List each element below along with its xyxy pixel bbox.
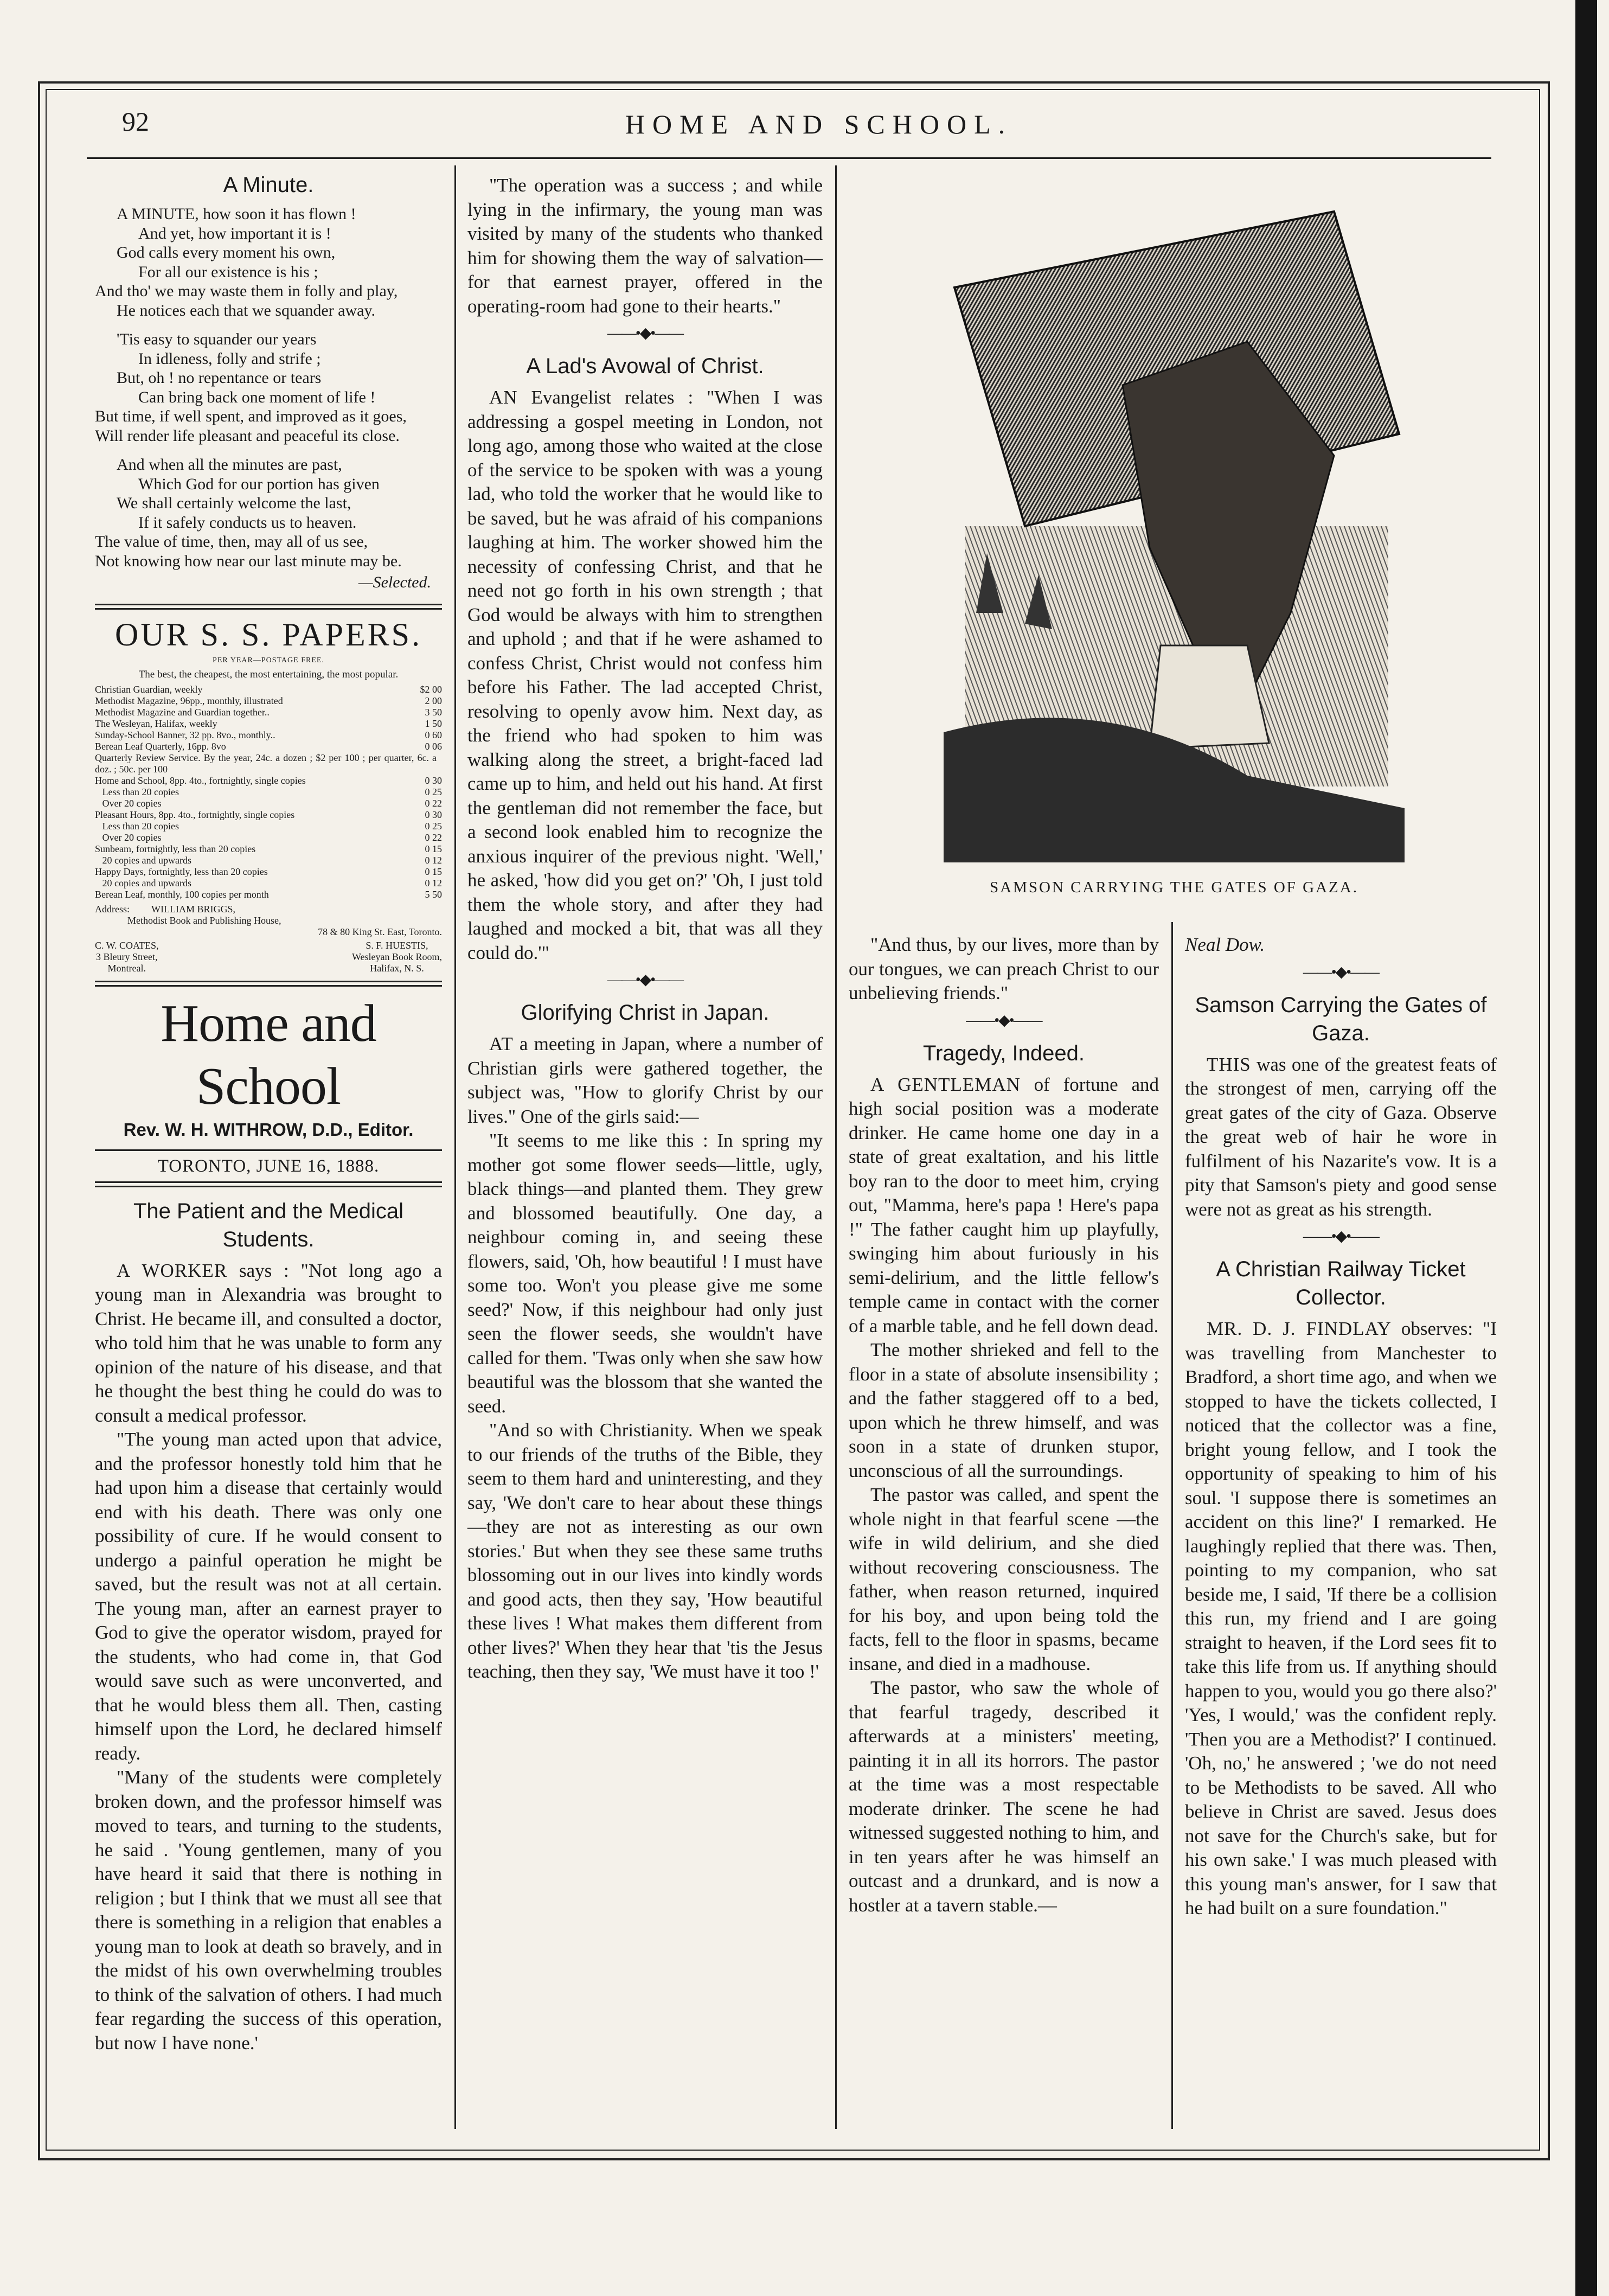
poem-line: 'Tis easy to squander our years: [117, 330, 317, 348]
price-row: [95, 752, 442, 775]
price-row: [95, 730, 442, 741]
price-row-price: 0 12: [425, 854, 442, 866]
poem-line: And yet, how important it is !: [138, 224, 331, 242]
column-rule-1: [454, 165, 456, 2129]
price-row-name: Berean Leaf, monthly, 100 copies per month: [95, 888, 269, 900]
agent-left-street: 3 Bleury Street,: [96, 951, 158, 962]
japan-paragraph-4: "And thus, by our lives, more than by our tongues, we can preach Christ to our unbelieving friends.": [849, 934, 1159, 1003]
tragedy-signature: Neal Dow.: [1185, 934, 1265, 955]
price-row: [95, 786, 442, 798]
price-row-name: Happy Days, fortnightly, less than 20 copies: [95, 866, 268, 877]
ornament-1: ——•◆•——: [607, 325, 683, 342]
poem-line: If it safely conducts us to heaven.: [138, 513, 357, 532]
price-row: [95, 798, 442, 809]
price-row-price: 0 22: [425, 832, 442, 843]
price-row-name: Over 20 copies: [95, 797, 162, 809]
column-2: [467, 174, 823, 1684]
price-row-name: 20 copies and upwards: [95, 854, 191, 866]
minute-poem: [95, 204, 442, 571]
price-row: [95, 718, 442, 730]
tragedy-title: Tragedy, Indeed.: [923, 1041, 1085, 1065]
ornament-5: ——•◆•——: [1303, 1228, 1379, 1245]
papers-price-list: [95, 684, 442, 900]
column-4: [1185, 933, 1497, 1921]
papers-top-rule: [95, 604, 442, 610]
patient-title: The Patient and the Medical Students.: [133, 1199, 404, 1251]
price-row-price: 0 30: [425, 809, 442, 820]
price-row-name: Home and School, 8pp. 4to., fortnightly, single copies: [95, 775, 306, 786]
poem-line: In idleness, folly and strife ;: [138, 349, 321, 368]
price-row: [95, 889, 442, 900]
address-label: Address:: [95, 903, 130, 914]
poem-line: And tho' we may waste them in folly and play,: [95, 282, 398, 300]
poem-line: He notices each that we squander away.: [117, 301, 376, 319]
poem-line: Which God for our portion has given: [138, 475, 380, 493]
price-row: [95, 707, 442, 718]
address-line-1: Methodist Book and Publishing House,: [127, 914, 281, 926]
price-row-name: Less than 20 copies: [95, 820, 179, 832]
poem-line: But, oh ! no repentance or tears: [117, 369, 322, 387]
patient-paragraph-3: "Many of the students were completely broken down, and the professor himself was moved to tears, and turning to the students, he said . 'Young gentlemen, many of you have heard it said that there is nothing in religion ; but I think that we must all see that there is something in a religion that enables a young man to look at death so bravely, and in the midst of his own overwhelming troubles to think of the salvation of others. I had much fear regarding the success of this operation, but now I have none.': [95, 1767, 442, 2054]
minute-signature: —Selected.: [358, 573, 431, 591]
lad-title: A Lad's Avowal of Christ.: [526, 354, 764, 378]
price-row-name: 20 copies and upwards: [95, 877, 191, 888]
price-row: [95, 684, 442, 695]
issue-date: TORONTO, JUNE 16, 1888.: [157, 1156, 380, 1176]
samson-paragraph-1: THIS was one of the greatest feats of the strongest of men, carrying off the great gates of the city of Gaza. Observe the great web of hair he wore in fulfilment of his Nazarite's vow. It is a pity that Samson's piety and good sense were not as great as his strength.: [1185, 1053, 1497, 1220]
price-row: [95, 741, 442, 752]
agent-right-city: Halifax, N. S.: [370, 962, 424, 974]
papers-tagline: The best, the cheapest, the most entertaining, the most popular.: [138, 668, 399, 680]
poem-line: Not knowing how near our last minute may be.: [95, 552, 402, 570]
patient-paragraph-1: A WORKER says : "Not long ago a young man in Alexandria was brought to Christ. He became ill, and consulted a doctor, who told him that he was unable to form any opinion of the nature of his disease, and that he thought the best thing he could do was to consult a medical professor.: [95, 1259, 442, 1426]
masthead-editor: Rev. W. H. WITHROW, D.D., Editor.: [123, 1119, 414, 1140]
tragedy-paragraph-2: The mother shrieked and fell to the floor in a state of absolute insensibility ; and the father staggered off to a bed, upon which he threw himself, and was soon in a state of drunken stupor, unconscious of all the surroundings.: [849, 1339, 1159, 1481]
price-row-price: 0 06: [425, 740, 442, 752]
tragedy-paragraph-1: A GENTLEMAN of fortune and high social position was a moderate drinker. He came home one day in a state of great exaltation, and his little boy ran to the door to meet him, crying out, "Mamma, here's papa ! Here's papa !" The father caught him up playfully, swinging him about furiously in his semi-delirium, and the little fellow's temple came in contact with the corner of a marble table, and he fell down dead.: [849, 1073, 1159, 1336]
price-row-name: Sunbeam, fortnightly, less than 20 copies: [95, 843, 256, 854]
masthead-top-rule: [95, 981, 442, 987]
poem-line: We shall certainly welcome the last,: [117, 494, 351, 512]
column-rule-3: [1171, 922, 1173, 2129]
column-rule-2: [835, 165, 837, 2129]
tragedy-paragraph-4: The pastor, who saw the whole of that fearful tragedy, described it afterwards at a ministers' meeting, painting it in all its horrors. The pastor at the time was a most respectable moderate drinker. The scene he had witnessed suggested nothing to him, and in ten years after he was himself an outcast and a drunkard, and is now a hostler at a tavern stable.—: [849, 1677, 1159, 1916]
price-row: [95, 821, 442, 832]
price-row-name: The Wesleyan, Halifax, weekly: [95, 718, 217, 729]
price-row-price: 2 00: [425, 695, 442, 706]
poem-line: A MINUTE, how soon it has flown !: [117, 205, 356, 223]
price-row: [95, 832, 442, 843]
poem-line: [95, 445, 442, 455]
poem-line: But time, if well spent, and improved as it goes,: [95, 407, 407, 425]
poem-line: [95, 320, 442, 330]
agent-right-street: Wesleyan Book Room,: [351, 951, 442, 962]
minute-title: A Minute.: [223, 173, 314, 197]
address-line-2: 78 & 80 King St. East, Toronto.: [318, 926, 442, 937]
poem-line: God calls every moment his own,: [117, 244, 336, 261]
price-row: [95, 866, 442, 878]
poem-line: And when all the minutes are past,: [117, 456, 342, 474]
price-row: [95, 878, 442, 889]
running-title: HOME AND SCHOOL.: [625, 109, 1013, 139]
samson-engraving: [944, 201, 1405, 862]
papers-subtitle: PER YEAR—POSTAGE FREE.: [213, 656, 324, 664]
price-row-price: 0 15: [425, 866, 442, 877]
poem-line: For all our existence is his ;: [138, 263, 318, 281]
agent-right-name: S. F. HUESTIS,: [366, 939, 428, 951]
right-edge-bar: [1575, 0, 1597, 2296]
column-3: [849, 933, 1159, 1917]
japan-paragraph-1: AT a meeting in Japan, where a number of Christian girls were gathered together, the subject was, "How to glorify Christ by our lives." One of the girls said:—: [467, 1033, 823, 1127]
price-row: [95, 809, 442, 821]
patient-paragraph-2: "The young man acted upon that advice, and the professor honestly told him that he had upon him a disease that certainly would end with his death. There was only one possibility of cure. If he would consent to undergo a painful operation he might be saved, but the result was not at all certain. The young man, after an earnest prayer to God to give the operator wisdom, prayed for the students, who had come in, that God would save such as were unconverted, and that he would bless them all. Then, casting himself upon the Lord, he declared himself ready.: [95, 1429, 442, 1764]
price-row-price: 0 60: [425, 729, 442, 740]
address-name: WILLIAM BRIGGS,: [151, 903, 235, 914]
price-row-name: Methodist Magazine and Guardian together..: [95, 706, 270, 718]
price-row-name: Over 20 copies: [95, 832, 162, 843]
poem-line: The value of time, then, may all of us see,: [95, 533, 368, 551]
ornament-3: ——•◆•——: [966, 1012, 1042, 1029]
price-row-price: 1 50: [425, 718, 442, 729]
japan-title: Glorifying Christ in Japan.: [521, 1001, 770, 1025]
price-row-name: Pleasant Hours, 8pp. 4to., fortnightly, single copies: [95, 809, 295, 820]
tragedy-paragraph-3: The pastor was called, and spent the whole night in that fearful scene —the wife in wild delirium, and she died without recovering consciousness. The father, when reason returned, inquired for his boy, and upon being told the facts, fell to the floor in spasms, became insane, and died in a madhouse.: [849, 1484, 1159, 1674]
japan-paragraph-2: "It seems to me like this : In spring my mother got some flower seeds—little, ugly, black things—and planted them. They grew and blossomed beautifully. One day, a neighbour coming in, and seeing these flowers, said, 'Oh, how beautiful ! I must have some too. Won't you please give me some seed?' Now, if this neighbour had only just seen the flower seeds, she wouldn't have called for them. 'Twas only when she saw how beautiful was the blossom that she wanted the seed.: [467, 1130, 823, 1417]
price-row-name: Less than 20 copies: [95, 786, 179, 797]
lad-paragraph-1: AN Evangelist relates : "When I was addressing a gospel meeting in London, not long ago, among those who waited at the close of the service to be spoken with was a young lad, who told the worker that he would like to be saved, but he was afraid of his companions laughing at him. The worker showed him the necessity of confessing Christ, and that he need not go forth in his own strength ; that God would be always with him to strengthen and uphold ; and that if he were ashamed to confess Christ, Christ would not confess him before his Father. The lad accepted Christ, resolving to openly avow him. Next day, as the friend who had spoken to him was walking along the street, a bright-faced lad came up to him, and held out his hand. At first the gentleman did not remember the face, but a second look enabled him to recognize the anxious inquirer of the previous night. 'Well,' he asked, 'how did you get on?' 'Oh, I just told them the whole story, and after they had laughed and mocked a bit, that was all they could do.'": [467, 387, 823, 963]
price-row-price: 5 50: [425, 888, 442, 900]
price-row-name: Methodist Magazine, 96pp., monthly, illustrated: [95, 695, 283, 706]
poem-line: Will render life pleasant and peaceful its close.: [95, 426, 400, 445]
header-rule: [87, 157, 1491, 159]
railway-paragraph-1: MR. D. J. FINDLAY observes: "I was travelling from Manchester to Bradford, a short time ago, and when we stopped to have the tickets collected, I noticed that the collector was a fine, bright young fellow, and I took the opportunity of speaking to him of his soul. 'I suppose there is sometimes an accident on this line?' I remarked. He laughingly replied that there was. Then, pointing to my companion, who sat beside me, I said, 'If there be a collision this run, my friend and I are going straight to heaven, if the Lord sees fit to take this life from us. If anything should happen to you, would you go there also?' 'Yes, I would,' was the confident reply. 'Then you are a Methodist?' I continued. 'Oh, no,' he answered ; 'we do not need to be Methodists to be saved. All who believe in Christ are saved. Jesus does not save for the Church's sake, but for his own sake.' I was much pleased with this young man's answer, for I saw that he had built on a sure foundation.": [1185, 1318, 1497, 1918]
price-row-price: $2 00: [420, 683, 442, 695]
price-row-price: 0 25: [425, 820, 442, 832]
price-row-name: Christian Guardian, weekly: [95, 683, 203, 695]
page-number: 92: [122, 106, 149, 137]
illustration-caption: SAMSON CARRYING THE GATES OF GAZA.: [990, 879, 1358, 896]
price-row: [95, 855, 442, 866]
price-row: [95, 775, 442, 786]
price-row-price: 0 22: [425, 797, 442, 809]
price-row: [95, 695, 442, 707]
japan-paragraph-3: "And so with Christianity. When we speak to our friends of the truths of the Bible, they seem to them hard and uninteresting, and they say, 'We don't care to hear about these things—they are not as interesting as our own stories.' But when they see these same truths blossoming out in our lives into kindly words and good acts, then they say, 'How beautiful these lives ! What makes them different from other lives?' When they hear that 'tis the Jesus teaching, then they say, 'We must have it too !': [467, 1419, 823, 1682]
price-row-price: 0 30: [425, 775, 442, 786]
masthead-title: Home and School: [161, 994, 376, 1116]
price-row-price: 0 12: [425, 877, 442, 888]
masthead-bottom-rule: [95, 1181, 442, 1187]
column-1: [95, 171, 442, 2055]
price-row-name: Quarterly Review Service. By the year, 24c. a dozen ; $2 per 100 ; per quarter, 6c. a doz. ; 50c. per 100: [95, 752, 439, 775]
price-row-price: 0 15: [425, 843, 442, 854]
agent-left-city: Montreal.: [107, 962, 146, 974]
papers-title: OUR S. S. PAPERS.: [114, 616, 422, 653]
papers-address: [95, 904, 442, 974]
price-row-price: 3 50: [425, 706, 442, 718]
price-row-price: [437, 752, 442, 775]
price-row-name: Berean Leaf Quarterly, 16pp. 8vo: [95, 740, 226, 752]
railway-title: A Christian Railway Ticket Collector.: [1216, 1257, 1466, 1309]
ornament-4: ——•◆•——: [1303, 963, 1379, 981]
samson-title: Samson Carrying the Gates of Gaza.: [1195, 993, 1487, 1045]
price-row: [95, 843, 442, 855]
ornament-2: ——•◆•——: [607, 971, 683, 988]
samson-illustration: [944, 201, 1405, 862]
poem-line: Can bring back one moment of life !: [138, 388, 376, 406]
price-row-name: Sunday-School Banner, 32 pp. 8vo., monthly..: [95, 729, 275, 740]
patient-paragraph-4: "The operation was a success ; and while lying in the infirmary, the young man was visited by many of the students who thanked him for showing them the way of salvation—for that earnest prayer, offered in the operating-room had gone to their hearts.": [467, 175, 823, 317]
price-row-price: 0 25: [425, 786, 442, 797]
agent-left-name: C. W. COATES,: [95, 939, 159, 951]
